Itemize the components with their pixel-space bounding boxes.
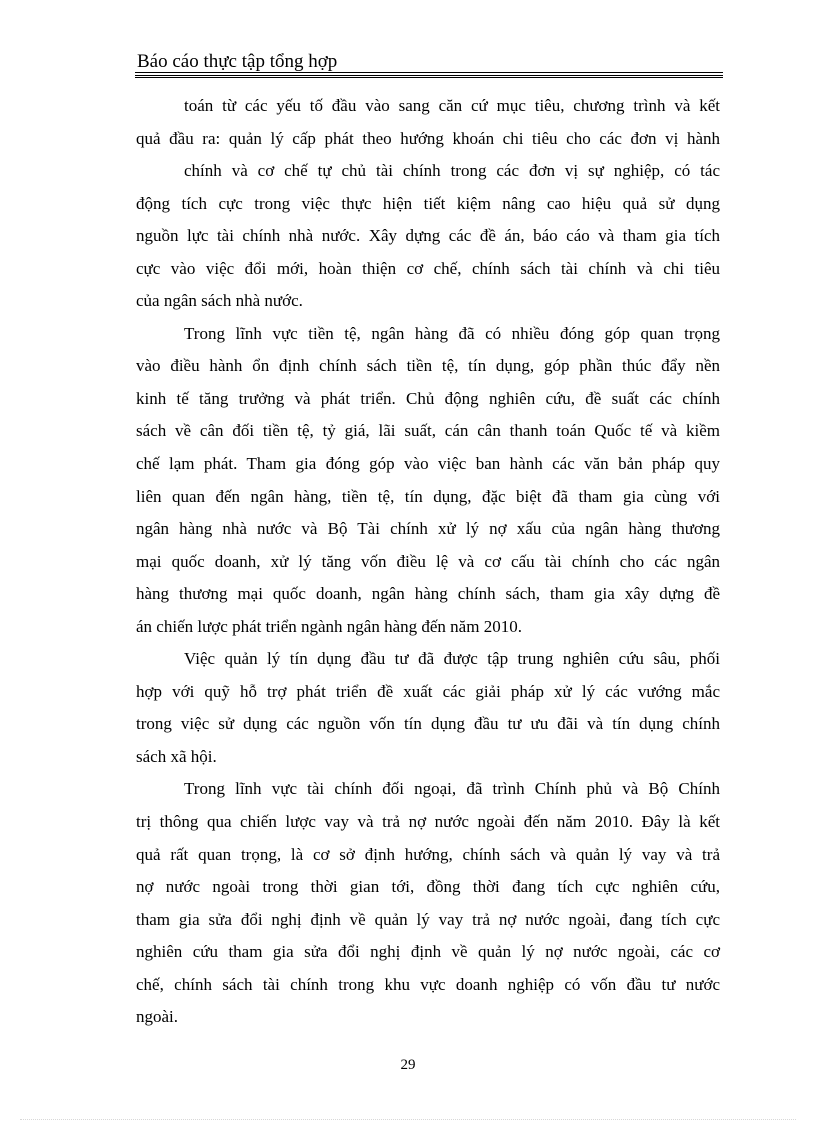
- text-line: cực vào việc đổi mới, hoàn thiện cơ chế, chính sách tài chính và chi tiêu: [136, 258, 720, 278]
- text-line: kinh tế tăng trưởng và phát triển. Chủ động nghiên cứu, đề suất các chính: [136, 388, 720, 408]
- text-line: của ngân sách nhà nước.: [136, 291, 303, 311]
- text-line: quả rất quan trọng, là cơ sở định hướng, chính sách và quản lý vay và trả: [136, 844, 720, 864]
- page-number: 29: [400, 1057, 416, 1073]
- header-rule-bottom: [135, 77, 723, 78]
- text-line: toán từ các yếu tố đầu vào sang căn cứ mục tiêu, chương trình và kết: [184, 96, 720, 115]
- text-line: mại quốc doanh, xử lý tăng vốn điều lệ và cơ cấu tài chính cho các ngân: [136, 551, 720, 571]
- text-line: quả đầu ra: quản lý cấp phát theo hướng khoán chi tiêu cho các đơn vị hành: [136, 128, 720, 148]
- text-line: trị thông qua chiến lược vay và trả nợ nước ngoài đến năm 2010. Đây là kết: [136, 812, 720, 832]
- text-line: Trong lĩnh vực tài chính đối ngoại, đã trình Chính phủ và Bộ Chính: [184, 779, 720, 799]
- text-line: liên quan đến ngân hàng, tiền tệ, tín dụng, đặc biệt đã tham gia cùng với: [136, 486, 720, 506]
- page-bottom-border: [20, 1119, 796, 1120]
- page-header: [135, 50, 723, 78]
- text-line: sách xã hội.: [136, 746, 217, 766]
- body-text: [136, 90, 720, 1034]
- text-line: nguồn lực tài chính nhà nước. Xây dựng các đề án, báo cáo và tham gia tích: [136, 226, 720, 246]
- text-line: hợp với quỹ hỗ trợ phát triển đề xuất các giải pháp xử lý các vướng mắc: [136, 681, 720, 701]
- text-line: động tích cực trong việc thực hiện tiết kiệm nâng cao hiệu quả sử dụng: [136, 193, 720, 213]
- text-line: trong việc sử dụng các nguồn vốn tín dụng đầu tư ưu đãi và tín dụng chính: [136, 714, 720, 734]
- text-line: án chiến lược phát triển ngành ngân hàng đến năm 2010.: [136, 616, 522, 636]
- text-line: chế lạm phát. Tham gia đóng góp vào việc ban hành các văn bản pháp quy: [136, 454, 720, 474]
- text-line: ngân hàng nhà nước và Bộ Tài chính xử lý nợ xấu của ngân hàng thương: [136, 519, 720, 539]
- text-line: Việc quản lý tín dụng đầu tư đã được tập trung nghiên cứu sâu, phối: [184, 649, 720, 669]
- text-line: ngoài.: [136, 1007, 179, 1027]
- header-rule-middle: [135, 75, 723, 76]
- text-line: hàng thương mại quốc doanh, ngân hàng chính sách, tham gia xây dựng đề: [136, 584, 720, 604]
- text-line: vào điều hành ổn định chính sách tiền tệ, tín dụng, góp phần thúc đẩy nền: [136, 356, 720, 376]
- header-title: Báo cáo thực tập tổng hợp: [137, 51, 338, 72]
- text-line: sách về cân đối tiền tệ, tỷ giá, lãi suất, cán cân thanh toán Quốc tế và kiềm: [136, 421, 720, 441]
- text-line: nghiên cứu tham gia sửa đổi nghị định về quản lý nợ nước ngoài, các cơ: [136, 942, 720, 962]
- text-line: nợ nước ngoài trong thời gian tới, đồng thời đang tích cực nghiên cứu,: [136, 877, 720, 897]
- text-line: chế, chính sách tài chính trong khu vực doanh nghiệp có vốn đầu tư nước: [136, 974, 720, 994]
- text-line: tham gia sửa đổi nghị định về quản lý vay trả nợ nước ngoài, đang tích cực: [136, 909, 720, 929]
- text-line: Trong lĩnh vực tiền tệ, ngân hàng đã có nhiều đóng góp quan trọng: [184, 323, 720, 343]
- text-line: chính và cơ chế tự chủ tài chính trong các đơn vị sự nghiệp, có tác: [184, 161, 720, 181]
